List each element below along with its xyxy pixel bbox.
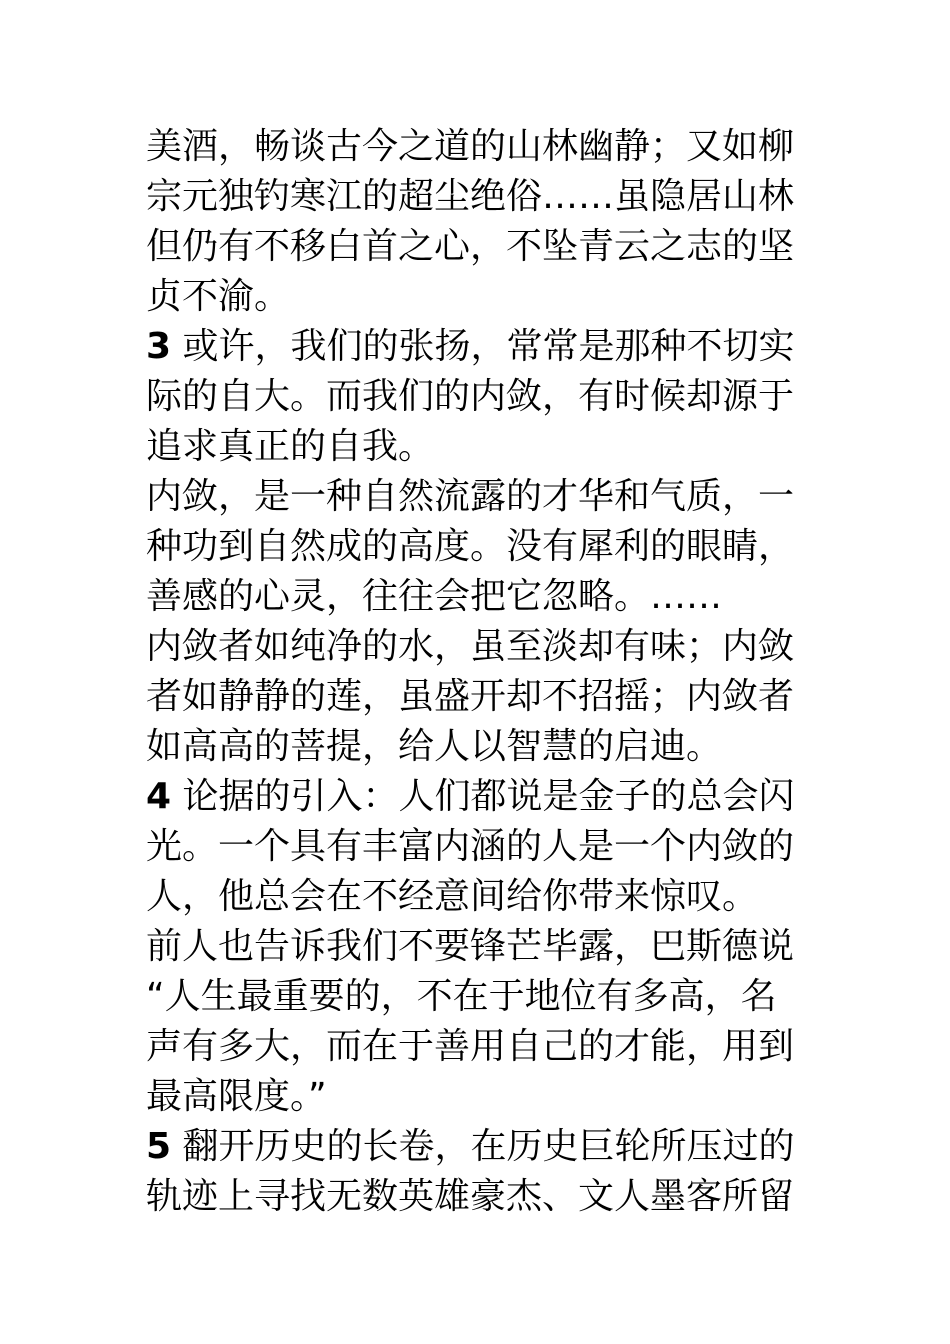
text-line xyxy=(146,372,816,422)
line-text: 如高高的菩提，给人以智慧的启迪。 xyxy=(146,726,723,767)
text-line xyxy=(146,272,816,322)
line-text: 光。一个具有丰富内涵的人是一个内敛的 xyxy=(146,826,795,867)
paragraph-number: 4 xyxy=(146,776,172,817)
line-text: 贞不渝。 xyxy=(146,276,291,317)
line-text: 但仍有不移白首之心，不坠青云之志的坚 xyxy=(146,226,795,267)
text-line xyxy=(146,622,816,672)
text-line xyxy=(146,122,816,172)
line-text: “人生最重要的，不在于地位有多高，名 xyxy=(146,976,777,1017)
text-line xyxy=(146,922,816,972)
line-text: 种功到自然成的高度。没有犀利的眼睛， xyxy=(146,526,795,567)
line-text: 善感的心灵，往往会把它忽略。…… xyxy=(146,576,723,617)
text-line xyxy=(146,422,816,472)
text-line xyxy=(146,572,816,622)
paragraph-number: 3 xyxy=(146,326,172,367)
text-line xyxy=(146,772,816,822)
text-line xyxy=(146,972,816,1022)
text-line xyxy=(146,1172,816,1222)
text-line xyxy=(146,722,816,772)
text-line xyxy=(146,322,816,372)
line-text: 最高限度。” xyxy=(146,1076,327,1117)
line-text: 论据的引入：人们都说是金子的总会闪 xyxy=(171,776,795,817)
text-line xyxy=(146,222,816,272)
line-text: 内敛，是一种自然流露的才华和气质，一 xyxy=(146,476,795,517)
text-line xyxy=(146,522,816,572)
line-text: 内敛者如纯净的水，虽至淡却有味；内敛 xyxy=(146,626,795,667)
text-line xyxy=(146,472,816,522)
body-text xyxy=(146,122,816,1222)
line-text: 或许，我们的张扬，常常是那种不切实 xyxy=(171,326,795,367)
text-line xyxy=(146,672,816,722)
line-text: 声有多大，而在于善用自己的才能，用到 xyxy=(146,1026,795,1067)
line-text: 美酒，畅谈古今之道的山林幽静；又如柳 xyxy=(146,126,795,167)
line-text: 追求真正的自我。 xyxy=(146,426,435,467)
text-line xyxy=(146,1022,816,1072)
text-line xyxy=(146,1072,816,1122)
line-text: 人，他总会在不经意间给你带来惊叹。 xyxy=(146,876,759,917)
line-text: 翻开历史的长卷，在历史巨轮所压过的 xyxy=(171,1126,795,1167)
text-line xyxy=(146,822,816,872)
line-text: 轨迹上寻找无数英雄豪杰、文人墨客所留 xyxy=(146,1176,795,1217)
text-line xyxy=(146,172,816,222)
paragraph-number: 5 xyxy=(146,1126,172,1167)
text-line xyxy=(146,1122,816,1172)
text-line xyxy=(146,872,816,922)
line-text: 前人也告诉我们不要锋芒毕露，巴斯德说 xyxy=(146,926,795,967)
line-text: 际的自大。而我们的内敛，有时候却源于 xyxy=(146,376,795,417)
line-text: 者如静静的莲，虽盛开却不招摇；内敛者 xyxy=(146,676,795,717)
line-text: 宗元独钓寒江的超尘绝俗……虽隐居山林 xyxy=(146,176,795,217)
